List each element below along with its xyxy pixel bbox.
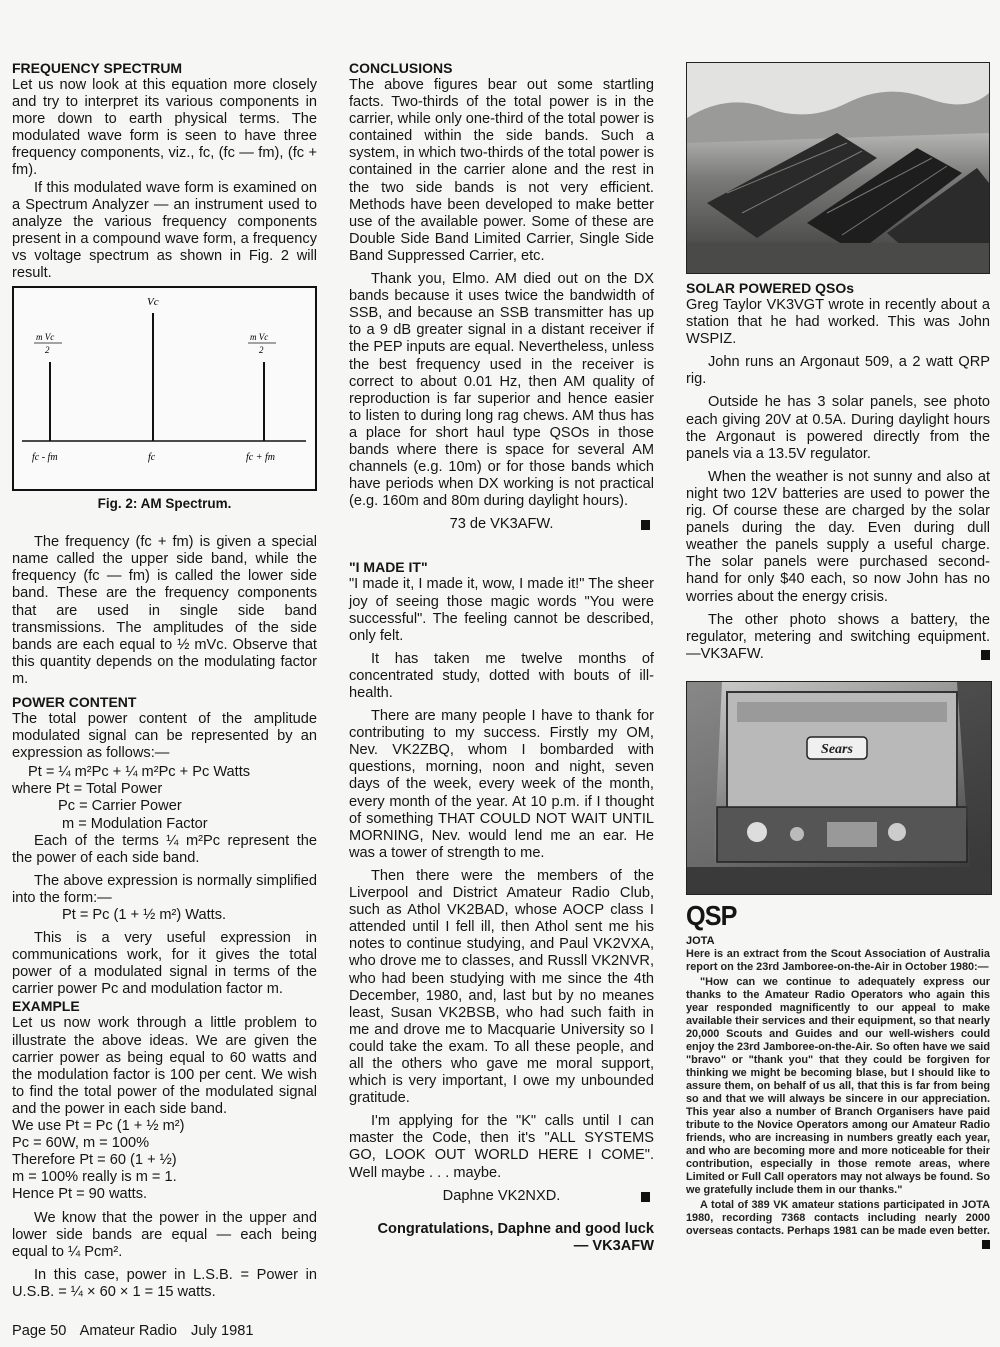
paragraph: John runs an Argonaut 509, a 2 watt QRP rig. bbox=[686, 354, 990, 388]
equation: Pc = 60W, m = 100% bbox=[12, 1135, 150, 1152]
column-2 bbox=[349, 60, 654, 1255]
end-mark-icon bbox=[981, 650, 990, 660]
page-footer bbox=[12, 1323, 264, 1340]
end-mark-icon bbox=[641, 520, 650, 530]
end-mark-icon bbox=[982, 1240, 990, 1249]
magazine-name: Amateur Radio bbox=[79, 1323, 177, 1339]
heading-solar-powered: SOLAR POWERED QSOs bbox=[686, 280, 855, 296]
signature-text: 73 de VK3AFW. bbox=[449, 516, 554, 533]
equation: Pc = Carrier Power bbox=[58, 798, 182, 815]
heading-power-content: POWER CONTENT bbox=[12, 693, 137, 710]
tick-label-lower: fc - fm bbox=[32, 452, 58, 464]
figure-caption: Fig. 2: AM Spectrum. bbox=[97, 496, 232, 512]
am-spectrum-diagram bbox=[14, 288, 315, 489]
upper-amplitude-denominator: 2 bbox=[259, 345, 264, 356]
paragraph: There are many people I have to thank for contributing to my success. Firstly my OM, Nev. VK2ZBQ, whom I bombarded with questions, morning, noon and night, seven days of the week, every week of the month, every month of the year. At 10 p.m. if I thought of something THAT COULD NOT WAIT UNTIL MORNING, Nev. would lend me an ear. He was a tower of strength to me. bbox=[349, 708, 654, 861]
paragraph: Each of the terms ¼ m²Pc represent the the power of each side band. bbox=[12, 832, 317, 866]
radio-equipment-image bbox=[687, 682, 991, 894]
paragraph: It has taken me twelve months of concentrated study, dotted with bouts of ill-health. bbox=[349, 650, 654, 701]
upper-amplitude-label: m Vc bbox=[250, 332, 269, 343]
paragraph-text: The other photo shows a battery, the regulator, metering and switching equipment.—VK3AFW. bbox=[686, 611, 990, 662]
congratulations-signoff: — VK3AFW bbox=[573, 1237, 654, 1254]
page-number: Page 50 bbox=[12, 1323, 67, 1339]
solar-panels-photo bbox=[686, 62, 990, 274]
paragraph: The above figures bear out some startling facts. Two-thirds of the total power is in the carrier, while only one-third of the total power is contained within the side bands. Such a system, in which two-thirds of the total power is contained in the carrier alone and the rest in the two side bands is not very efficient. Methods have been developed to make better use of the available power. Some of these are Double Side Band Limited Carrier, Single Side Band Suppressed Carrier, etc. bbox=[349, 77, 654, 264]
paragraph: Outside he has 3 solar panels, see photo each giving 20V at 0.5A. During daylight hours the Argonaut is powered directly from the panels via a 13.5V regulator. bbox=[686, 394, 990, 462]
paragraph bbox=[686, 612, 990, 663]
carrier-amplitude-label: Vc bbox=[147, 296, 159, 309]
paragraph: We know that the power in the upper and lower side bands are equal — each being equal to ¼ Pcm². bbox=[12, 1209, 317, 1260]
paragraph: Then there were the members of the Liverpool and District Amateur Radio Club, such as Athol VK2BAD, whose AOCP class I attended until I fell ill, then Athol sent me his notes to continue studying, and Paul VK2VXA, who drove me to classes, and Russll VK2NVR, who had been studying with me since the 4th December, 1980, and, last but by no meanes least, Susan VK2BSB, who had such faith in me and drove me to Macquarie University so I could take the exam. To all these people, and all the others who gave me moral support, which is very important, I owe my unbounded gratitude. bbox=[349, 867, 654, 1107]
paragraph: Greg Taylor VK3VGT wrote in recently about a station that he had worked. This was John WSPIZ. bbox=[686, 297, 990, 348]
equation: m = 100% really is m = 1. bbox=[12, 1169, 177, 1186]
paragraph: Let us now look at this equation more closely and try to interpret its various components in more down to earth physical terms. The modulated wave form is seen to have three frequency components, viz., fc, (fc — fm), (fc + fm). bbox=[12, 77, 317, 179]
paragraph: Here is an extract from the Scout Association of Australia report on the 23rd Jamboree-on-the-Air in October 1980:— bbox=[686, 947, 990, 973]
signature bbox=[349, 516, 654, 533]
paragraph: The total power content of the amplitude modulated signal can be represented by an expression as follows:— bbox=[12, 710, 317, 762]
paragraph-text: A total of 389 VK amateur stations participated in JOTA 1980, recording 7368 contacts including nearly 2000 overseas contacts. Perhaps 1981 can be made even better. bbox=[686, 1198, 990, 1237]
paragraph: "How can we continue to adequately express our thanks to the Amateur Radio Operators who again this year responded magnificently to our appeal to make available their services and their equipment, so that nearly 20,000 Scouts and Guides and our well-wishers could enjoy the 23rd Jamboree-on-the-Air. So often have we said "bravo" or "thank you" that they could be forgiven for thinking we might be becoming blase, but I should like to assure them, on behalf of us all, that this is far from being so and that we will always be sincere in our appreciation. This year also a number of Branch Organisers have paid tribute to the Novice Operators among our Amateur Radio friends, who are increasing in numbers greatly each year, and who are becoming more and more noticeable for their contribution, especially in those remote areas, where Limited or Full Call operators may not always be found. So we gratefully include them in our thanks." bbox=[686, 975, 990, 1196]
heading-frequency-spectrum: FREQUENCY SPECTRUM bbox=[12, 60, 183, 76]
equation: Hence Pt = 90 watts. bbox=[12, 1186, 148, 1203]
equation: Pt = ¼ m²Pc + ¼ m²Pc + Pc Watts bbox=[28, 764, 251, 781]
paragraph: Thank you, Elmo. AM died out on the DX bands because it uses twice the bandwidth of SSB, and because an SSB transmitter has up to a 9 dB greater signal in a distant receiver if the PEP inputs are equal. Nevertheless, unless the best frequency used in the receiver is correct to about 0.01 Hz, then AM quality of reproduction is far superior and hence easier to listen to during long rag chews. AM thus has a place for short haul type QSOs in those bands where there is space for several AM channels (e.g. 10m) or for those bands which have periods when DX working is not practical (e.g. 160m and 80m during daylight hours). bbox=[349, 271, 654, 510]
paragraph: "I made it, I made it, wow, I made it!" The sheer joy of seeing those magic words "You were successful". The feeling cannot be described, only felt. bbox=[349, 576, 654, 644]
congratulations: Congratulations, Daphne and good luck bbox=[377, 1220, 654, 1237]
signature-text: Daphne VK2NXD. bbox=[442, 1187, 561, 1204]
paragraph: This is a very useful expression in communications work, for it gives the total power of a modulated signal in terms of the carrier power Pc and modulation factor m. bbox=[12, 930, 317, 998]
issue-date: July 1981 bbox=[191, 1323, 254, 1339]
column-1 bbox=[12, 60, 317, 1301]
equation: Pt = Pc (1 + ½ m²) Watts. bbox=[62, 907, 227, 923]
signature bbox=[349, 1188, 654, 1205]
heading-i-made-it: "I MADE IT" bbox=[349, 559, 428, 576]
heading-conclusions: CONCLUSIONS bbox=[349, 60, 453, 76]
end-mark-icon bbox=[641, 1192, 650, 1202]
paragraph: The frequency (fc + fm) is given a special name called the upper side band, while the frequency (fc — fm) is called the lower side band. These are the frequency components that are used in single side band transmissions. The amplitudes of the side bands are each equal to ½ mVc. Observe that this quantity depends on the modulating factor m. bbox=[12, 534, 317, 687]
equation: m = Modulation Factor bbox=[62, 815, 208, 832]
section-title-qsp: QSP bbox=[686, 899, 737, 931]
am-spectrum-figure bbox=[12, 286, 317, 491]
column-3 bbox=[686, 62, 990, 1249]
solar-panels-image bbox=[687, 63, 989, 273]
paragraph: In this case, power in L.S.B. = Power in U.S.B. = ¼ × 60 × 1 = 15 watts. bbox=[12, 1266, 317, 1300]
lower-amplitude-label: m Vc bbox=[36, 332, 55, 343]
sears-label: Sears bbox=[821, 741, 853, 757]
radio-equipment-photo bbox=[686, 681, 992, 895]
tick-label-upper: fc + fm bbox=[246, 452, 275, 464]
heading-example: EXAMPLE bbox=[12, 998, 80, 1015]
tick-label-carrier: fc bbox=[148, 452, 156, 464]
paragraph bbox=[686, 1199, 990, 1238]
paragraph: If this modulated wave form is examined on a Spectrum Analyzer — an instrument used to analyze the various frequency components present in a compound wave form, a frequency vs voltage spectrum as shown in Fig. 2 will result. bbox=[12, 179, 317, 282]
paragraph: The above expression is normally simplified into the form:— bbox=[12, 872, 317, 906]
equation: where Pt = Total Power bbox=[12, 781, 163, 798]
heading-jota: JOTA bbox=[686, 934, 715, 947]
paragraph: When the weather is not sunny and also at night two 12V batteries are used to power the rig. Of course these are charged by the solar panels during the day. Even during dull weather the panels supply a useful charge. The solar panels were purchased second-hand for only $40 each, so now John has no worries about the energy crisis. bbox=[686, 468, 990, 605]
equation: We use Pt = Pc (1 + ½ m²) bbox=[12, 1118, 185, 1135]
equation: Therefore Pt = 60 (1 + ½) bbox=[12, 1152, 177, 1169]
paragraph: I'm applying for the "K" calls until I can master the Code, then it's "ALL SYSTEMS GO, LOOK OUT WORLD HERE I COME". Well maybe . . . maybe. bbox=[349, 1113, 654, 1181]
lower-amplitude-denominator: 2 bbox=[45, 345, 50, 356]
paragraph: Let us now work through a little problem to illustrate the above ideas. We are given the carrier power as being equal to 60 watts and the modulation factor is 100 per cent. We wish to find the total power of the modulated signal and the power in each side band. bbox=[12, 1015, 317, 1117]
